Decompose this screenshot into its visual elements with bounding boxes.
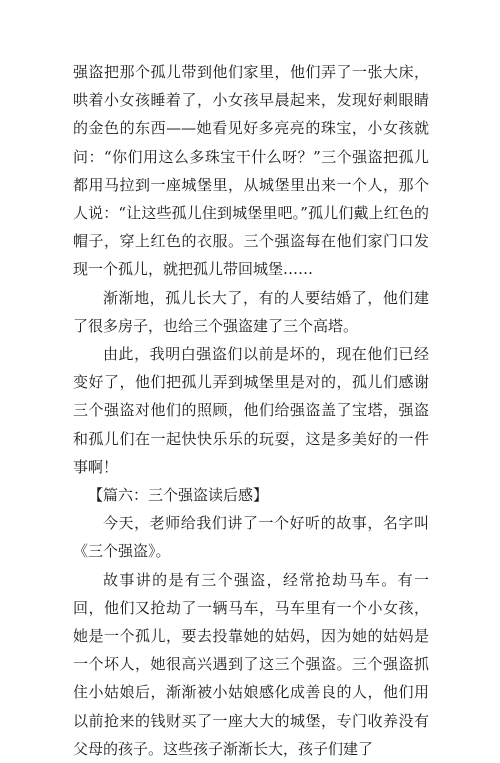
paragraph-continuation: 强盗把那个孤儿带到他们家里，他们弄了一张大床，哄着小女孩睡着了，小女孩早晨起来，发现好刺眼睛的金色的东西——她看见好多亮亮的珠宝，小女孩就问：“你们用这么多珠宝干什么呀？”三个强盗把孤儿都用马拉到一座城堡里，从城堡里出来一个人，那个人说：“让这些孤儿住到城堡里吧。”孤儿们戴上红色的帽子，穿上红色的衣服。三个强盗每在他们家门口发现一个孤儿，就把孤儿带回城堡…… (73, 63, 429, 279)
section-heading: 【篇六：三个强盗读后感】 (88, 486, 269, 505)
paragraph-orphans-grow-up: 渐渐地，孤儿长大了，有的人要结婚了，他们建了很多房子，也给三个强盗建了三个高塔。 (73, 288, 429, 335)
paragraph-intro: 今天，老师给我们讲了一个好听的故事，名字叫《三个强盗》。 (73, 514, 429, 561)
paragraph-reflection: 由此，我明白强盗们以前是坏的，现在他们已经变好了，他们把孤儿弄到城堡里是对的，孤儿们感谢三个强盗对他们的照顾，他们给强盗盖了宝塔，强盗和孤儿们在一起快快乐乐的玩耍，这是多美好的一件事啊！ (73, 345, 429, 476)
document-body (73, 58, 429, 763)
paragraph-story-summary: 故事讲的是有三个强盗，经常抢劫马车。有一回，他们又抢劫了一辆马车，马车里有一个小女孩，她是一个孤儿，要去投靠她的姑妈，因为她的姑妈是一个坏人，她很高兴遇到了这三个强盗。三个强盗抓住小姑娘后，渐渐被小姑娘感化成善良的人，他们用以前抢来的钱财买了一座大大的城堡，专门收养没有父母的孩子。这些孩子渐渐长大，孩子们建了 (73, 570, 429, 758)
